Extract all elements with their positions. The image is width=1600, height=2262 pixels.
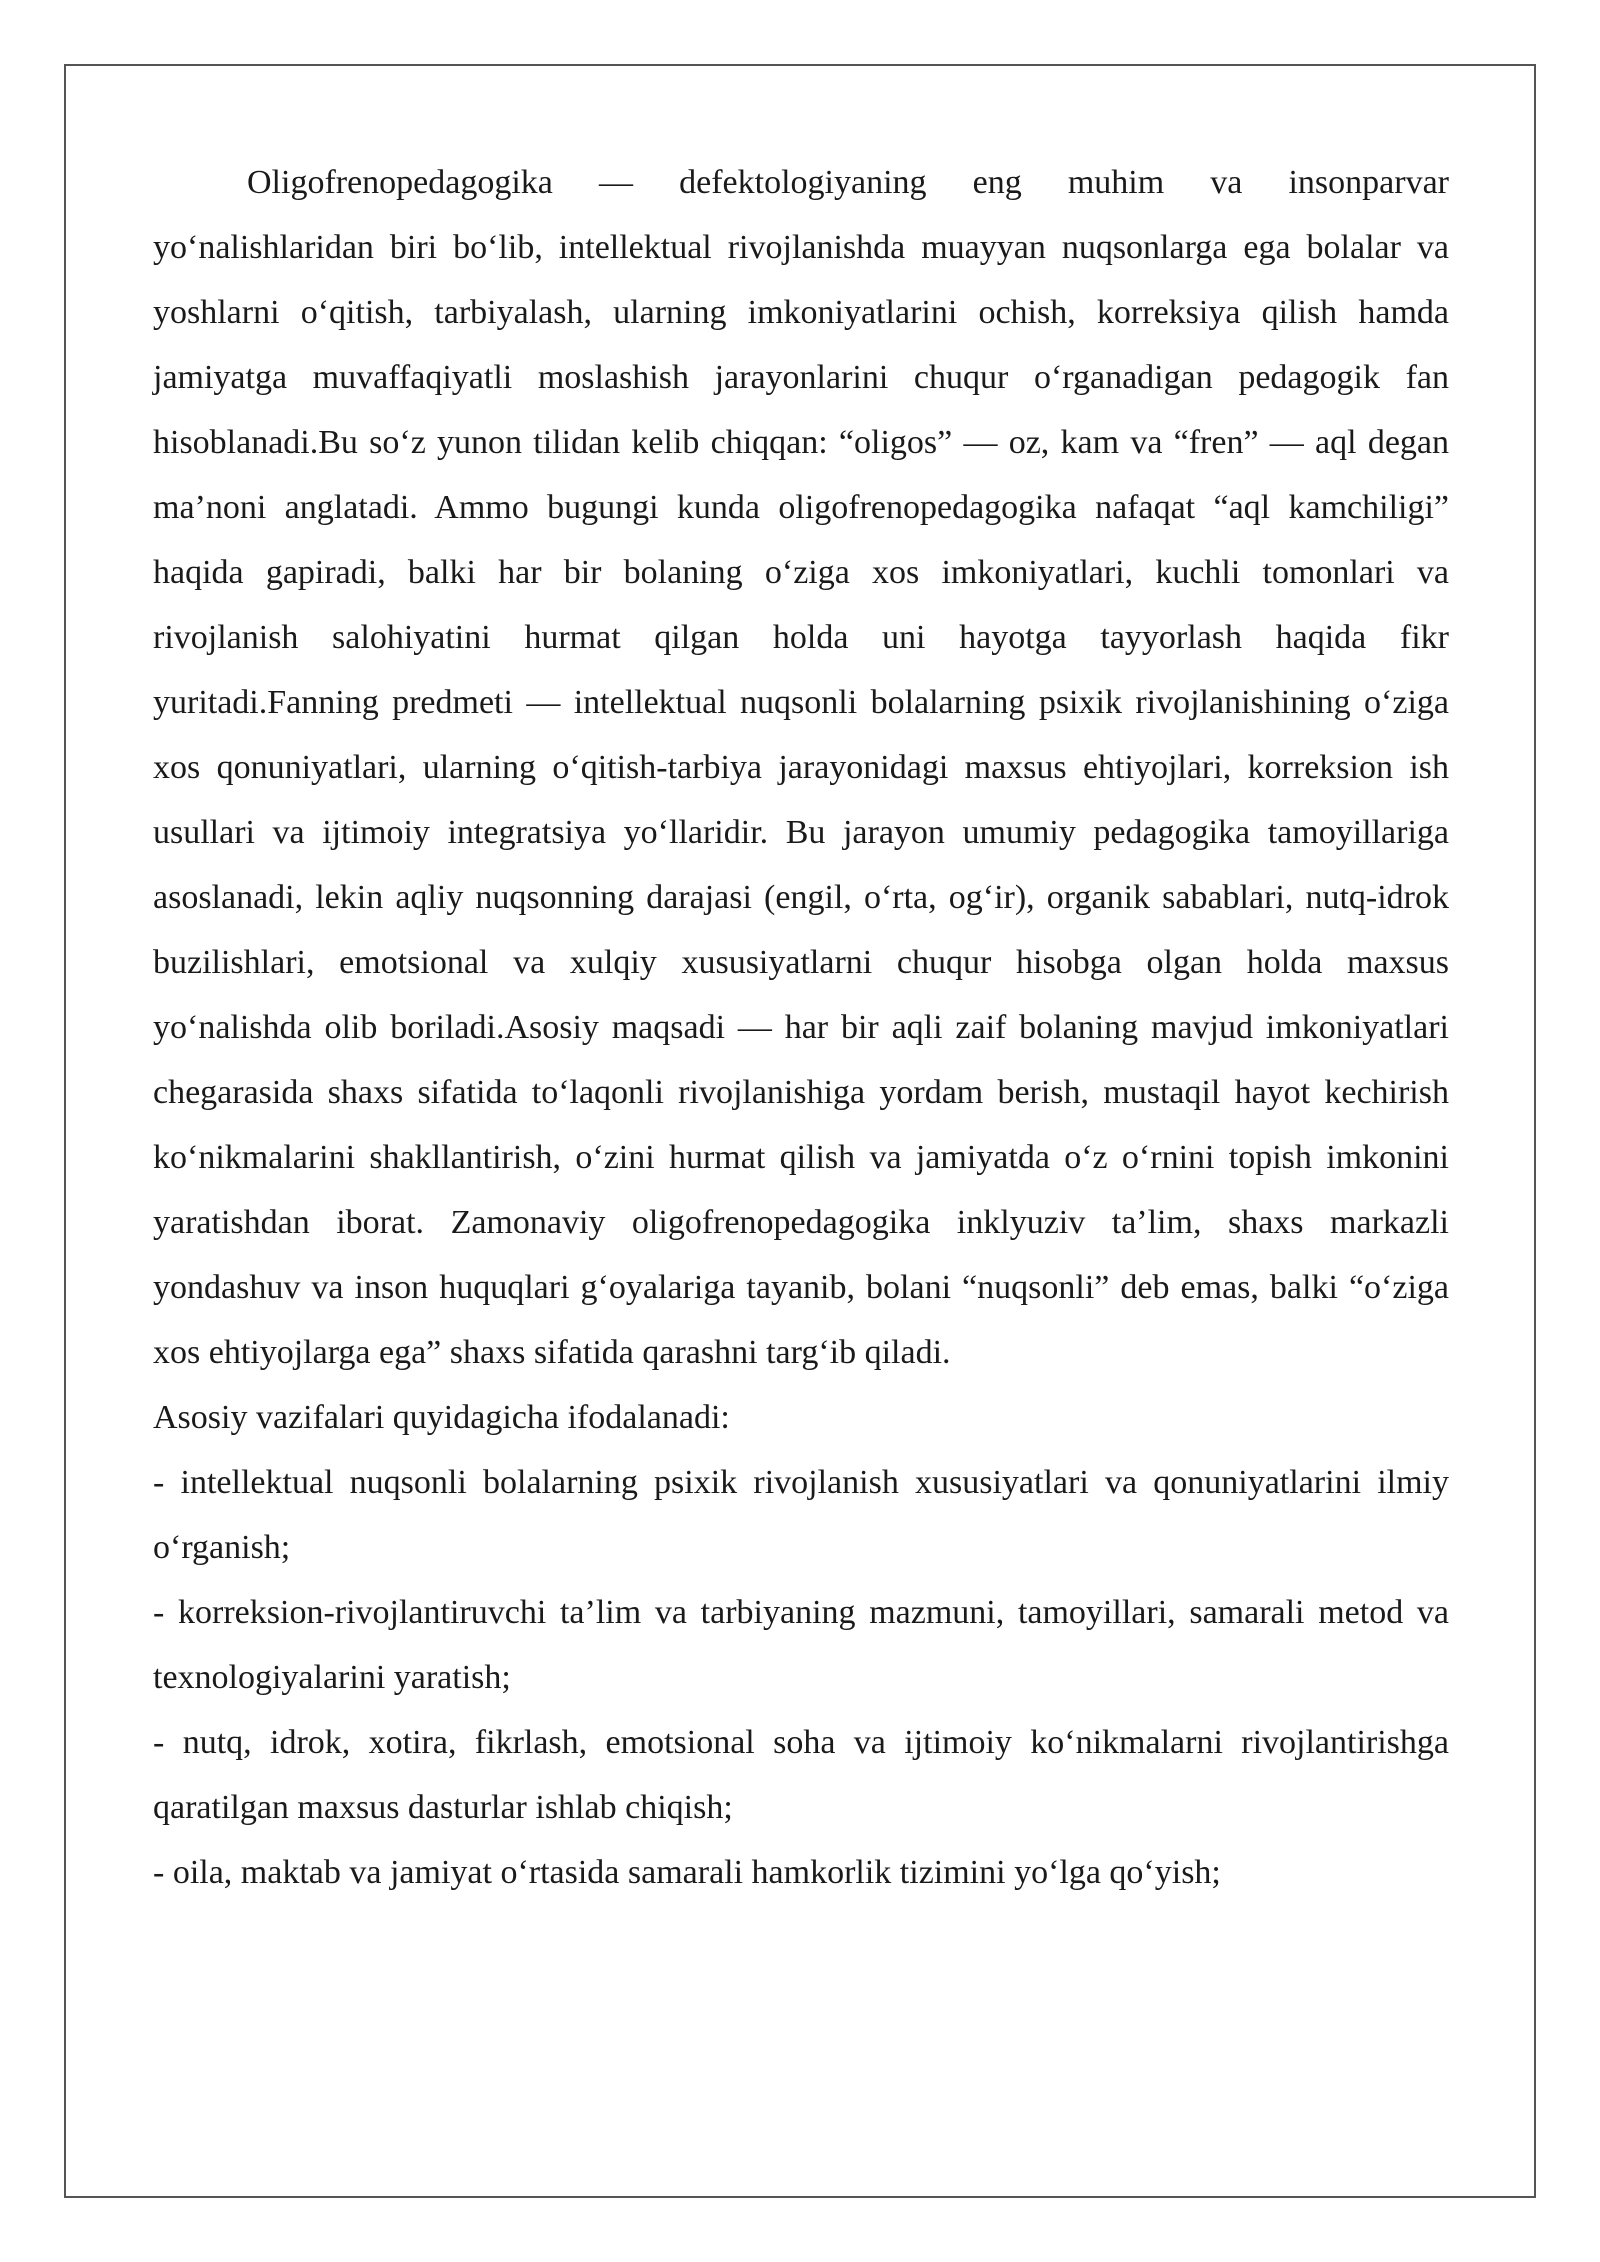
task-item-4: - oila, maktab va jamiyat o‘rtasida samarali hamkorlik tizimini yo‘lga qo‘yish; (153, 1854, 1221, 1891)
tasks-heading: Asosiy vazifalari quyidagicha ifodalanadi: (153, 1399, 730, 1436)
page-content (153, 150, 1449, 1905)
task-item-3: - nutq, idrok, xotira, fikrlash, emotsional soha va ijtimoiy ko‘nikmalarni rivojlantirishga qaratilgan maxsus dasturlar ishlab chiqish; (153, 1724, 1449, 1826)
intro-paragraph: Oligofrenopedagogika — defektologiyaning eng muhim va insonparvar yo‘nalishlaridan biri bo‘lib, intellektual rivojlanishda muayyan nuqsonlarga ega bolalar va yoshlarni o‘qitish, tarbiyalash, ularning imkoniyatlarini ochish, korreksiya qilish hamda jamiyatga muvaffaqiyatli moslashish jarayonlarini chuqur o‘rganadigan pedagogik fan hisoblanadi.Bu so‘z yunon tilidan kelib chiqqan: “oligos” — oz, kam va “fren” — aql degan ma’noni anglatadi. Ammo bugungi kunda oligofrenopedagogika nafaqat “aql kamchiligi” haqida gapiradi, balki har bir bolaning o‘ziga xos imkoniyatlari, kuchli tomonlari va rivojlanish salohiyatini hurmat qilgan holda uni hayotga tayyorlash haqida fikr yuritadi.Fanning predmeti — intellektual nuqsonli bolalarning psixik rivojlanishining o‘ziga xos qonuniyatlari, ularning o‘qitish-tarbiya jarayonidagi maxsus ehtiyojlari, korreksion ish usullari va ijtimoiy integratsiya yo‘llaridir. Bu jarayon umumiy pedagogika tamoyillariga asoslanadi, lekin aqliy nuqsonning darajasi (engil, o‘rta, og‘ir), organik sabablari, nutq-idrok buzilishlari, emotsional va xulqiy xususiyatlarni chuqur hisobga olgan holda maxsus yo‘nalishda olib boriladi.Asosiy maqsadi — har bir aqli zaif bolaning mavjud imkoniyatlari chegarasida shaxs sifatida to‘laqonli rivojlanishiga yordam berish, mustaqil hayot kechirish ko‘nikmalarini shakllantirish, o‘zini hurmat qilish va jamiyatda o‘z o‘rnini topish imkonini yaratishdan iborat. Zamonaviy oligofrenopedagogika inklyuziv ta’lim, shaxs markazli yondashuv va inson huquqlari g‘oyalariga tayanib, bolani “nuqsonli” deb emas, balki “o‘ziga xos ehtiyojlarga ega” shaxs sifatida qarashni targ‘ib qiladi. (153, 164, 1449, 1371)
task-item-1: - intellektual nuqsonli bolalarning psixik rivojlanish xususiyatlari va qonuniyatlarini ilmiy o‘rganish; (153, 1464, 1449, 1566)
task-item-2: - korreksion-rivojlantiruvchi ta’lim va tarbiyaning mazmuni, tamoyillari, samarali metod va texnologiyalarini yaratish; (153, 1594, 1449, 1696)
